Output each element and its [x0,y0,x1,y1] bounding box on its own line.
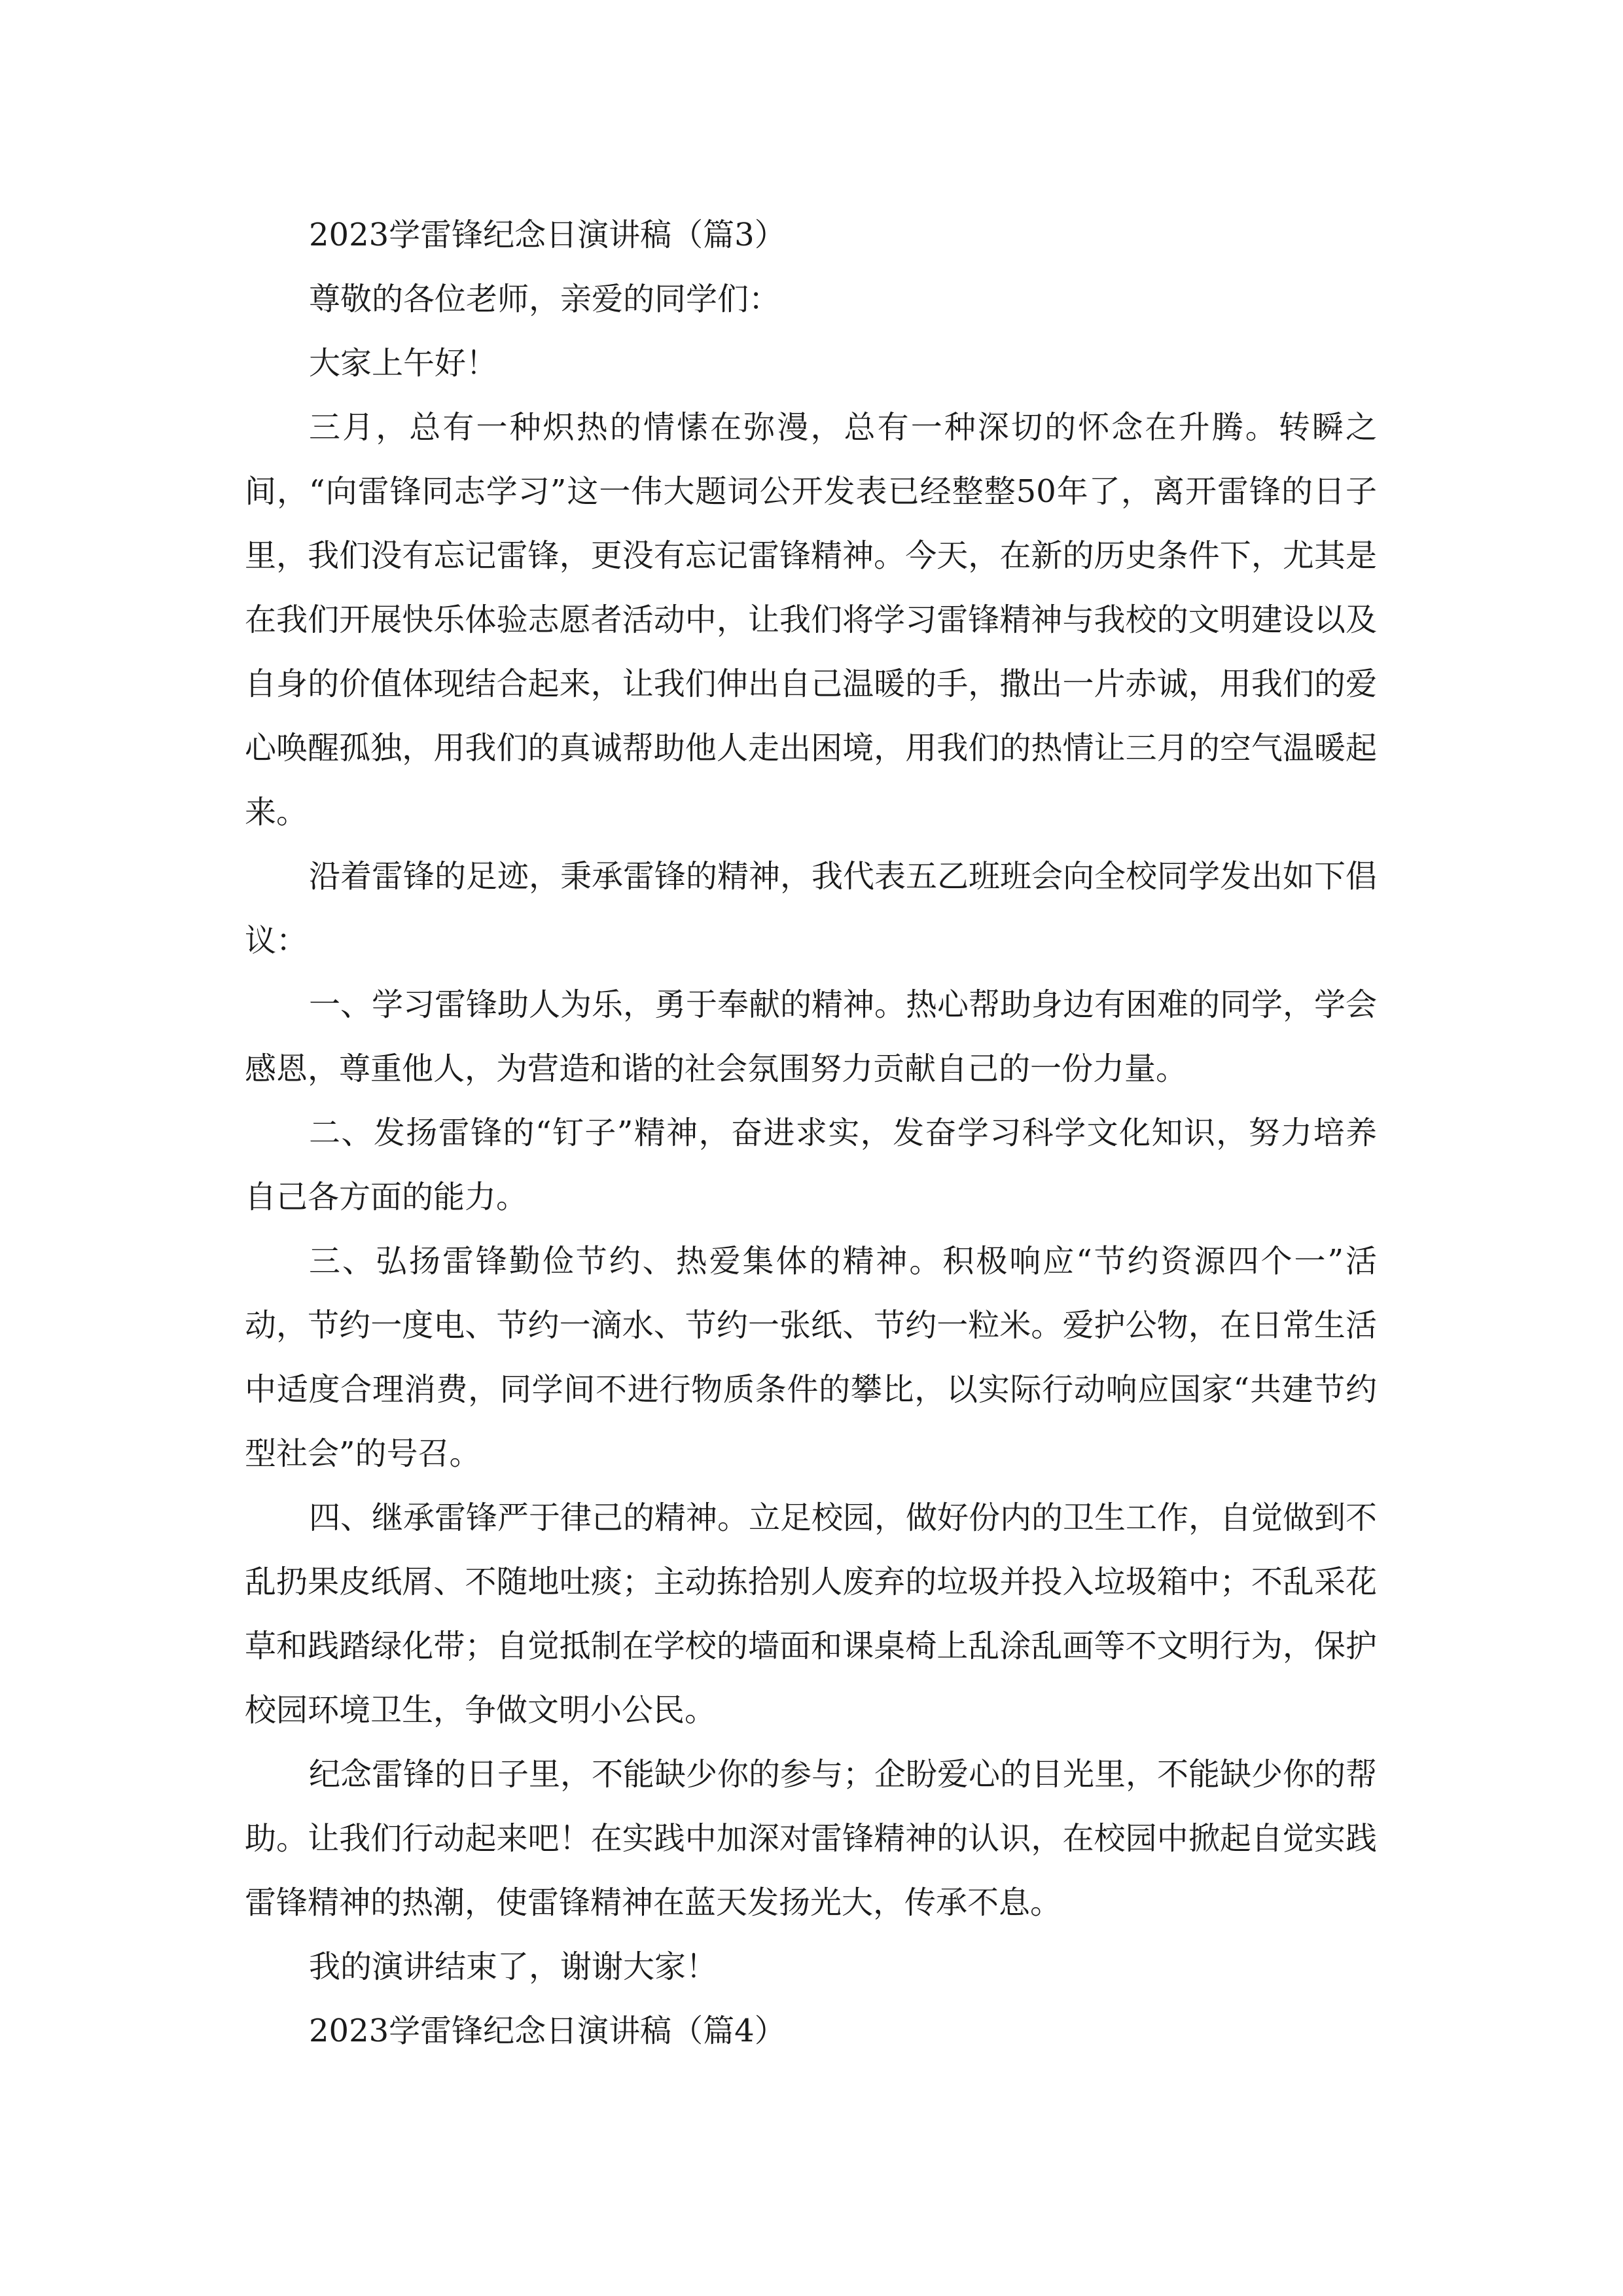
intro-paragraph: 三月，总有一种炽热的情愫在弥漫，总有一种深切的怀念在升腾。转瞬之间，“向雷锋同志学习”这一伟大题词公开发表已经整整50年了，离开雷锋的日子里，我们没有忘记雷锋，更没有忘记雷锋精神。今天，在新的历史条件下，尤其是在我们开展快乐体验志愿者活动中，让我们将学习雷锋精神与我校的文明建设以及自身的价值体现结合起来，让我们伸出自己温暖的手，撒出一片赤诚，用我们的爱心唤醒孤独，用我们的真诚帮助他人走出困境，用我们的热情让三月的空气温暖起来。 [245,409,1377,831]
section-title-4: 2023学雷锋纪念日演讲稿（篇4） [309,2013,786,2049]
section-title-3: 2023学雷锋纪念日演讲稿（篇3） [309,217,786,253]
proposal-paragraph: 沿着雷锋的足迹，秉承雷锋的精神，我代表五乙班班会向全校同学发出如下倡议： [245,858,1378,959]
greeting: 大家上午好！ [309,345,498,382]
closing-line: 我的演讲结束了，谢谢大家！ [309,1948,718,1985]
proposal-item-4: 四、继承雷锋严于律己的精神。立足校园，做好份内的卫生工作，自觉做到不乱扔果皮纸屑、不随地吐痰；主动拣拾别人废弃的垃圾并投入垃圾箱中；不乱采花草和践踏绿化带；自觉抵制在学校的墙面和课桌椅上乱涂乱画等不文明行为，保护校园环境卫生，争做文明小公民。 [245,1499,1378,1729]
call-to-action-paragraph: 纪念雷锋的日子里，不能缺少你的参与；企盼爱心的目光里，不能缺少你的帮助。让我们行动起来吧！在实践中加深对雷锋精神的认识，在校园中掀起自觉实践雷锋精神的热潮，使雷锋精神在蓝天发扬光大，传承不息。 [245,1756,1378,1921]
salutation: 尊敬的各位老师，亲爱的同学们： [309,281,781,317]
proposal-item-3: 三、弘扬雷锋勤俭节约、热爱集体的精神。积极响应“节约资源四个一”活动，节约一度电、节约一滴水、节约一张纸、节约一粒米。爱护公物，在日常生活中适度合理消费，同学间不进行物质条件的攀比，以实际行动响应国家“共建节约型社会”的号召。 [245,1243,1377,1472]
proposal-item-2: 二、发扬雷锋的“钉子”精神，奋进求实，发奋学习科学文化知识，努力培养自己各方面的能力。 [245,1115,1377,1215]
proposal-item-1: 一、学习雷锋助人为乐，勇于奉献的精神。热心帮助身边有困难的同学，学会感恩，尊重他人，为营造和谐的社会氛围努力贡献自己的一份力量。 [245,986,1378,1087]
document-body [245,203,1377,2063]
